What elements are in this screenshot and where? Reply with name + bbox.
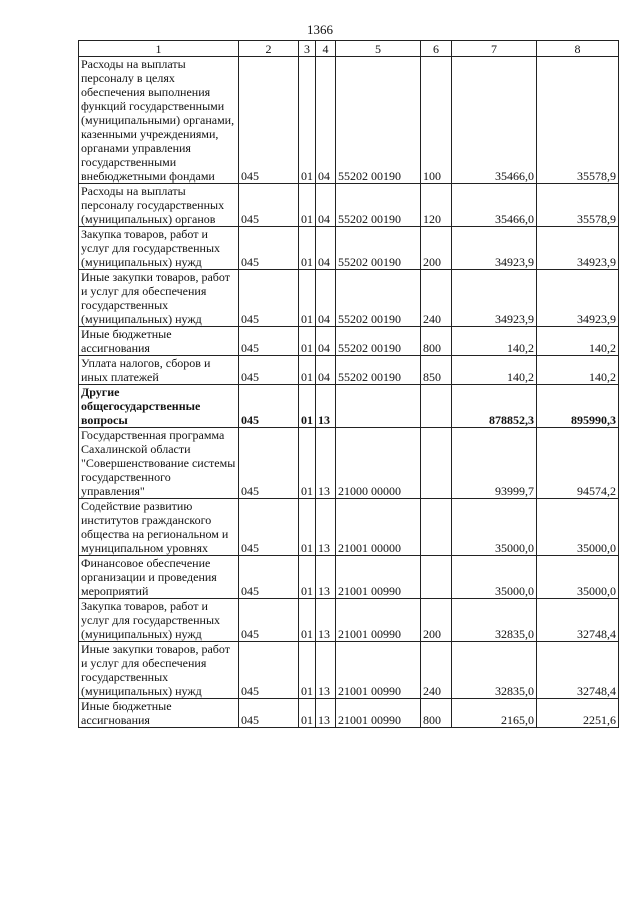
table-row	[79, 599, 619, 642]
table-row	[79, 699, 619, 728]
ministry-code-cell: 045	[239, 642, 299, 699]
subsection-code-cell: 04	[316, 57, 336, 184]
amount-year1-cell: 140,2	[452, 327, 537, 356]
amount-year1-cell: 878852,3	[452, 385, 537, 428]
ministry-code-cell: 045	[239, 356, 299, 385]
amount-year1-cell: 32835,0	[452, 599, 537, 642]
subsection-code-cell: 04	[316, 356, 336, 385]
row-name-cell: Иные закупки товаров, работ и услуг для обеспечения государственных (муниципальных) нужд	[79, 642, 239, 699]
amount-year1-cell: 2165,0	[452, 699, 537, 728]
amount-year1-cell: 35466,0	[452, 184, 537, 227]
header-cell: 5	[336, 41, 421, 57]
amount-year2-cell: 34923,9	[537, 227, 619, 270]
row-name-cell: Иные бюджетные ассигнования	[79, 699, 239, 728]
header-cell: 7	[452, 41, 537, 57]
subsection-code-cell: 13	[316, 699, 336, 728]
target-article-cell: 21001 00990	[336, 599, 421, 642]
table-row	[79, 270, 619, 327]
section-code-cell: 01	[299, 699, 316, 728]
header-cell: 8	[537, 41, 619, 57]
amount-year1-cell: 34923,9	[452, 227, 537, 270]
amount-year2-cell: 2251,6	[537, 699, 619, 728]
target-article-cell: 21001 00000	[336, 499, 421, 556]
expense-type-cell	[421, 499, 452, 556]
row-name-cell: Содействие развитию институтов гражданского общества на региональном и муниципальном уровнях	[79, 499, 239, 556]
table-row	[79, 642, 619, 699]
expense-type-cell: 240	[421, 642, 452, 699]
row-name-cell: Государственная программа Сахалинской области "Совершенствование системы государственного управления"	[79, 428, 239, 499]
page-number: 1366	[307, 22, 333, 37]
table-row	[79, 57, 619, 184]
table-row	[79, 184, 619, 227]
ministry-code-cell: 045	[239, 428, 299, 499]
section-code-cell: 01	[299, 599, 316, 642]
budget-table	[78, 40, 619, 728]
expense-type-cell: 850	[421, 356, 452, 385]
header-cell: 1	[79, 41, 239, 57]
ministry-code-cell: 045	[239, 556, 299, 599]
expense-type-cell: 100	[421, 57, 452, 184]
amount-year2-cell: 35578,9	[537, 184, 619, 227]
target-article-cell: 55202 00190	[336, 327, 421, 356]
target-article-cell: 21001 00990	[336, 699, 421, 728]
ministry-code-cell: 045	[239, 327, 299, 356]
header-cell: 6	[421, 41, 452, 57]
amount-year1-cell: 34923,9	[452, 270, 537, 327]
subsection-code-cell: 13	[316, 556, 336, 599]
subsection-code-cell: 13	[316, 428, 336, 499]
section-code-cell: 01	[299, 385, 316, 428]
section-code-cell: 01	[299, 556, 316, 599]
target-article-cell: 55202 00190	[336, 184, 421, 227]
expense-type-cell: 200	[421, 599, 452, 642]
section-code-cell: 01	[299, 57, 316, 184]
table-body	[79, 41, 619, 728]
expense-type-cell: 800	[421, 327, 452, 356]
row-name-cell: Иные закупки товаров, работ и услуг для обеспечения государственных (муниципальных) нужд	[79, 270, 239, 327]
amount-year2-cell: 94574,2	[537, 428, 619, 499]
expense-type-cell	[421, 428, 452, 499]
section-code-cell: 01	[299, 356, 316, 385]
section-code-cell: 01	[299, 327, 316, 356]
header-cell: 3	[299, 41, 316, 57]
row-name-cell: Расходы на выплаты персоналу государственных (муниципальных) органов	[79, 184, 239, 227]
section-code-cell: 01	[299, 227, 316, 270]
ministry-code-cell: 045	[239, 227, 299, 270]
row-name-cell: Финансовое обеспечение организации и проведения мероприятий	[79, 556, 239, 599]
table-row	[79, 356, 619, 385]
section-code-cell: 01	[299, 499, 316, 556]
table-row	[79, 556, 619, 599]
amount-year1-cell: 35000,0	[452, 556, 537, 599]
expense-type-cell	[421, 556, 452, 599]
ministry-code-cell: 045	[239, 57, 299, 184]
section-code-cell: 01	[299, 270, 316, 327]
table-row	[79, 428, 619, 499]
amount-year1-cell: 35466,0	[452, 57, 537, 184]
row-name-cell: Иные бюджетные ассигнования	[79, 327, 239, 356]
section-code-cell: 01	[299, 642, 316, 699]
amount-year2-cell: 34923,9	[537, 270, 619, 327]
target-article-cell: 21001 00990	[336, 556, 421, 599]
header-cell: 4	[316, 41, 336, 57]
amount-year2-cell: 32748,4	[537, 599, 619, 642]
row-name-cell: Расходы на выплаты персоналу в целях обеспечения выполнения функций государственными (муниципальными) органами, казенными учреждениями, органами управления государственными внебюджетными фондами	[79, 57, 239, 184]
table-row	[79, 227, 619, 270]
header-row	[79, 41, 619, 57]
target-article-cell: 55202 00190	[336, 227, 421, 270]
subsection-code-cell: 04	[316, 227, 336, 270]
target-article-cell: 21001 00990	[336, 642, 421, 699]
section-code-cell: 01	[299, 428, 316, 499]
table-row	[79, 385, 619, 428]
subsection-code-cell: 04	[316, 184, 336, 227]
row-name-cell: Уплата налогов, сборов и иных платежей	[79, 356, 239, 385]
expense-type-cell: 120	[421, 184, 452, 227]
target-article-cell	[336, 385, 421, 428]
subsection-code-cell: 13	[316, 499, 336, 556]
subsection-code-cell: 13	[316, 642, 336, 699]
target-article-cell: 55202 00190	[336, 270, 421, 327]
amount-year2-cell: 140,2	[537, 327, 619, 356]
target-article-cell: 55202 00190	[336, 57, 421, 184]
subsection-code-cell: 04	[316, 327, 336, 356]
ministry-code-cell: 045	[239, 270, 299, 327]
table-row	[79, 499, 619, 556]
ministry-code-cell: 045	[239, 184, 299, 227]
amount-year1-cell: 140,2	[452, 356, 537, 385]
expense-type-cell	[421, 385, 452, 428]
row-name-cell: Другие общегосударственные вопросы	[79, 385, 239, 428]
amount-year2-cell: 32748,4	[537, 642, 619, 699]
ministry-code-cell: 045	[239, 499, 299, 556]
amount-year1-cell: 32835,0	[452, 642, 537, 699]
ministry-code-cell: 045	[239, 599, 299, 642]
expense-type-cell: 800	[421, 699, 452, 728]
ministry-code-cell: 045	[239, 385, 299, 428]
header-cell: 2	[239, 41, 299, 57]
amount-year2-cell: 140,2	[537, 356, 619, 385]
ministry-code-cell: 045	[239, 699, 299, 728]
row-name-cell: Закупка товаров, работ и услуг для государственных (муниципальных) нужд	[79, 599, 239, 642]
amount-year2-cell: 35000,0	[537, 556, 619, 599]
amount-year1-cell: 35000,0	[452, 499, 537, 556]
amount-year2-cell: 35000,0	[537, 499, 619, 556]
target-article-cell: 21000 00000	[336, 428, 421, 499]
amount-year2-cell: 895990,3	[537, 385, 619, 428]
target-article-cell: 55202 00190	[336, 356, 421, 385]
section-code-cell: 01	[299, 184, 316, 227]
subsection-code-cell: 13	[316, 599, 336, 642]
amount-year1-cell: 93999,7	[452, 428, 537, 499]
row-name-cell: Закупка товаров, работ и услуг для государственных (муниципальных) нужд	[79, 227, 239, 270]
expense-type-cell: 240	[421, 270, 452, 327]
subsection-code-cell: 13	[316, 385, 336, 428]
expense-type-cell: 200	[421, 227, 452, 270]
table-row	[79, 327, 619, 356]
subsection-code-cell: 04	[316, 270, 336, 327]
amount-year2-cell: 35578,9	[537, 57, 619, 184]
